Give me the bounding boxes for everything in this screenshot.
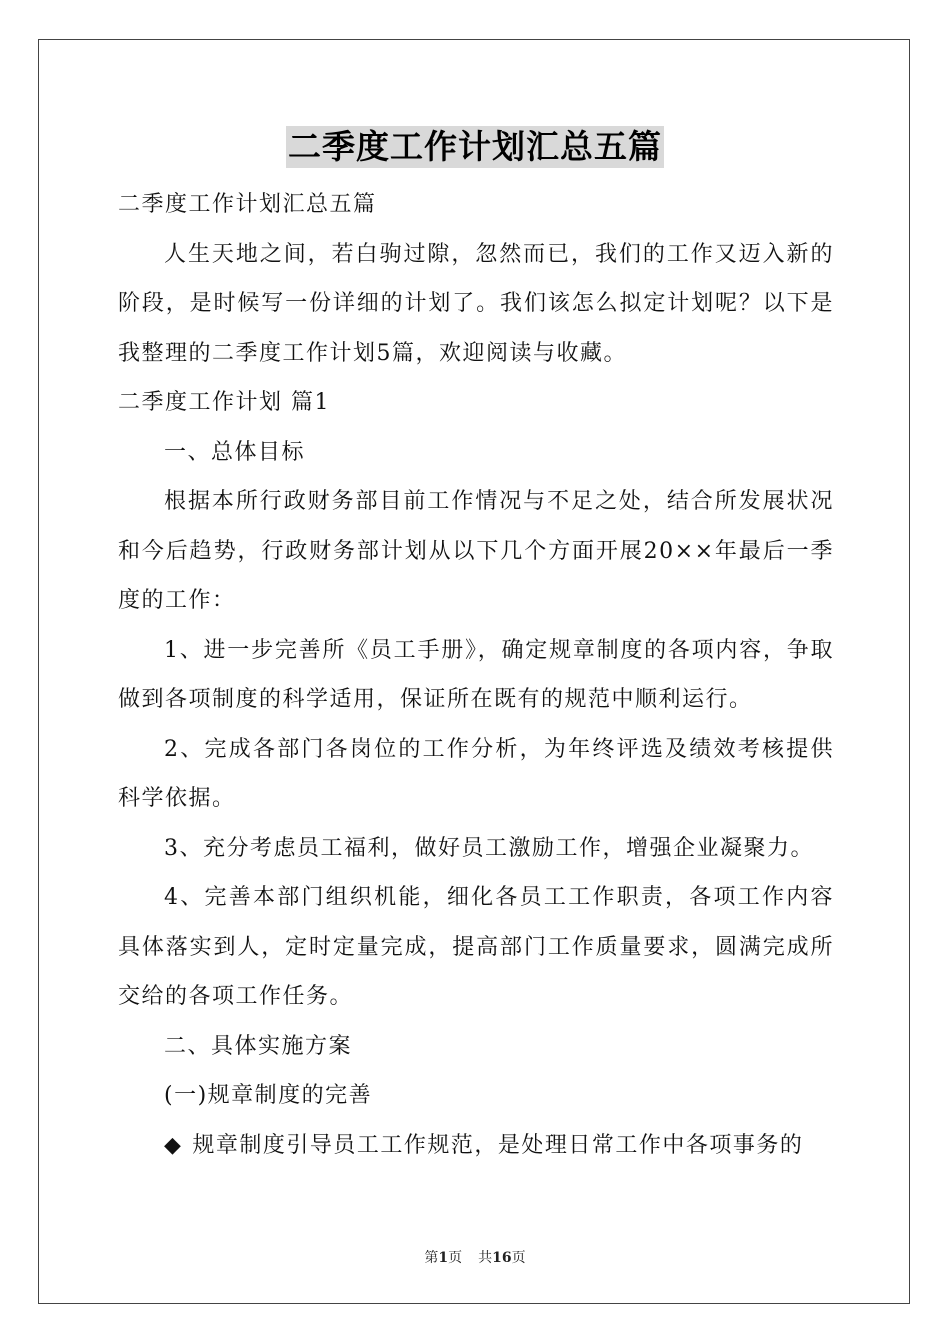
total-prefix: 共 <box>478 1250 493 1266</box>
paragraph: 1、进一步完善所《员工手册》，确定规章制度的各项内容，争取做到各项制度的科学适用，保证所在既有的规范中顺利运行。 <box>118 637 834 712</box>
paragraph: 根据本所行政财务部目前工作情况与不足之处，结合所发展状况和今后趋势，行政财务部计划从以下几个方面开展20××年最后一季度的工作： <box>118 489 834 613</box>
diamond-bullet-icon: ◆ <box>164 1132 183 1158</box>
title-block <box>0 126 950 168</box>
page-label-prefix: 第 <box>424 1250 439 1266</box>
paragraph: 二季度工作计划汇总五篇 <box>118 192 377 217</box>
document-title: 二季度工作计划汇总五篇 <box>288 127 662 166</box>
paragraph: (一)规章制度的完善 <box>164 1083 373 1108</box>
paragraph: 二、具体实施方案 <box>164 1033 353 1059</box>
page-label-suffix: 页 <box>448 1250 463 1266</box>
paragraph: 一、总体目标 <box>164 439 306 465</box>
paragraph: 3、充分考虑员工福利，做好员工激励工作，增强企业凝聚力。 <box>164 835 814 861</box>
paragraph: 2、完成各部门各岗位的工作分析，为年终评选及绩效考核提供科学依据。 <box>118 736 834 811</box>
bullet-paragraph <box>118 1121 834 1171</box>
section-heading: 二季度工作计划 篇1 <box>118 390 330 415</box>
page-footer <box>0 1247 950 1267</box>
paragraph: 人生天地之间，若白驹过隙，忽然而已，我们的工作又迈入新的阶段，是时候写一份详细的计划了。我们该怎么拟定计划呢？以下是我整理的二季度工作计划5篇，欢迎阅读与收藏。 <box>118 241 834 366</box>
total-pages: 16 <box>492 1250 512 1266</box>
document-body <box>118 180 834 1170</box>
bullet-text: 规章制度引导员工工作规范，是处理日常工作中各项事务的 <box>192 1132 804 1158</box>
paragraph: 4、完善本部门组织机能，细化各员工工作职责，各项工作内容具体落实到人，定时定量完成，提高部门工作质量要求，圆满完成所交给的各项工作任务。 <box>118 885 834 1009</box>
page-number: 1 <box>438 1250 449 1266</box>
total-suffix: 页 <box>511 1250 526 1266</box>
